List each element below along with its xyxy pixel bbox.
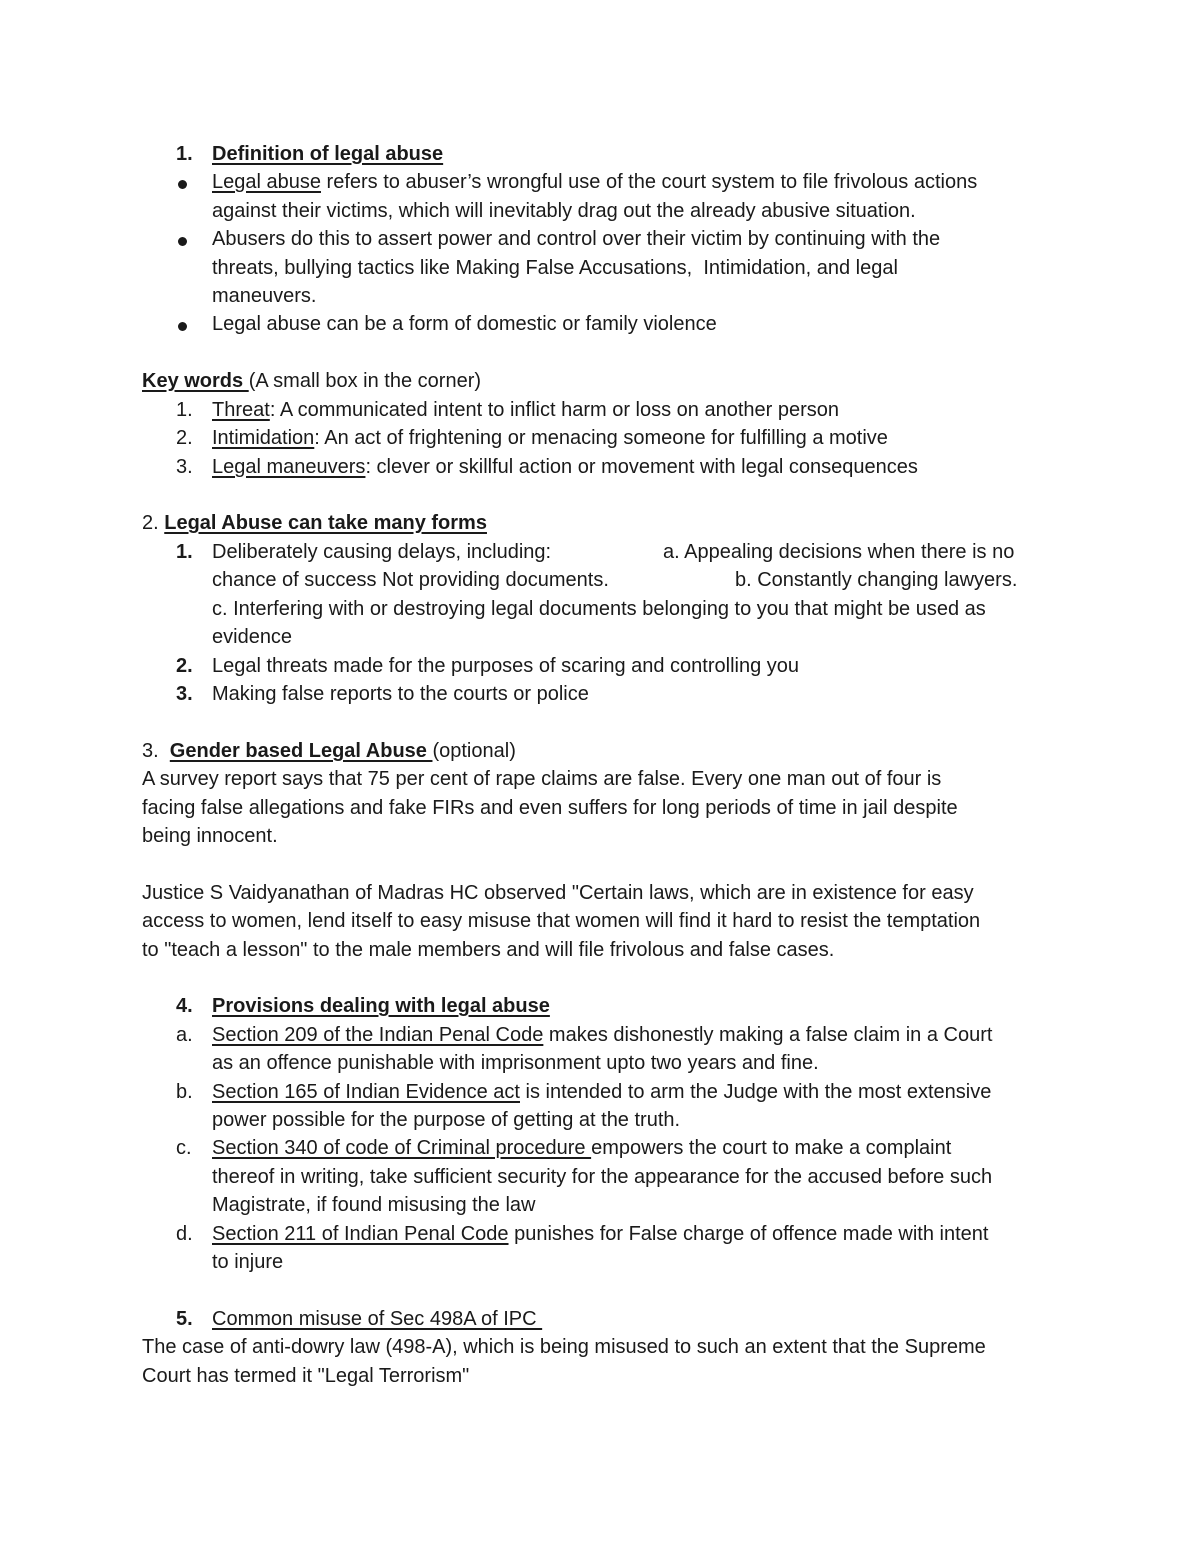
keyword-term: Intimidation (212, 427, 315, 449)
s3-para-2-line-1: Justice S Vaidyanathan of Madras HC observed "Certain laws, which are in existence for easy (142, 882, 974, 904)
s4-item-d-marker: d. (176, 1223, 193, 1245)
section-4-number: 4. (176, 995, 193, 1017)
s1-bullet-2-line-2: threats, bullying tactics like Making False Accusations, Intimidation, and legal (212, 257, 898, 279)
s4-item-c-line-1 (212, 1134, 951, 1162)
bullet-icon (178, 237, 187, 246)
provision-term: Section 209 of the Indian Penal Code (212, 1024, 544, 1046)
s5-para-line-1: The case of anti-dowry law (498-A), which is being misused to such an extent that the Supreme (142, 1336, 986, 1358)
s1-bullet-2-line-1: Abusers do this to assert power and control over their victim by continuing with the (212, 228, 941, 250)
s4-item-a-line-1 (212, 1021, 992, 1049)
s2-item-1-line-2: chance of success Not providing documents. (212, 569, 609, 591)
s3-para-2-line-3: to "teach a lesson" to the male members and will file frivolous and false cases. (142, 939, 835, 961)
s4-item-b-marker: b. (176, 1081, 193, 1103)
keyword-2 (212, 424, 888, 452)
section-3-number: 3. (142, 740, 170, 762)
s1-bullet-1-text: refers to abuser’s wrongful use of the court system to file frivolous actions (320, 171, 978, 193)
s2-item-3-number: 3. (176, 683, 193, 705)
keyword-1-number: 1. (176, 399, 193, 421)
s2-item-1-sub-b: b. Constantly changing lawyers. (735, 569, 1018, 591)
s1-bullet-1-line-2: against their victims, which will inevitably drag out the already abusive situation. (212, 200, 916, 222)
s3-para-1-line-1: A survey report says that 75 per cent of rape claims are false. Every one man out of four is (142, 768, 942, 790)
s2-item-3: Making false reports to the courts or police (212, 683, 589, 705)
s1-bullet-2-line-3: maneuvers. (212, 285, 317, 307)
provision-text: is intended to arm the Judge with the most extensive (520, 1081, 992, 1103)
s4-item-c-marker: c. (176, 1137, 192, 1159)
keyword-definition: : clever or skillful action or movement with legal consequences (365, 456, 918, 478)
s4-item-a-line-2: as an offence punishable with imprisonment upto two years and fine. (212, 1052, 819, 1074)
s4-item-a-marker: a. (176, 1024, 193, 1046)
s3-para-2-line-2: access to women, lend itself to easy misuse that women will find it hard to resist the temptation (142, 910, 981, 932)
section-4-heading: Provisions dealing with legal abuse (212, 995, 550, 1017)
provision-text: empowers the court to make a complaint (591, 1137, 952, 1159)
s2-item-1-number: 1. (176, 541, 193, 563)
s4-item-b-line-1 (212, 1078, 991, 1106)
s2-item-1-line-3: c. Interfering with or destroying legal documents belonging to you that might be used as (212, 598, 986, 620)
s4-item-c-line-3: Magistrate, if found misusing the law (212, 1194, 536, 1216)
keyword-2-number: 2. (176, 427, 193, 449)
section-3-note: (optional) (432, 740, 516, 762)
section-3-heading (142, 737, 516, 765)
s2-item-1-sub-a: a. Appealing decisions when there is no (663, 541, 1015, 563)
term-legal-abuse: Legal abuse (212, 171, 321, 193)
bullet-icon (178, 180, 187, 189)
keyword-definition: : An act of frightening or menacing someone for fulfilling a motive (314, 427, 888, 449)
s3-para-1-line-2: facing false allegations and fake FIRs and even suffers for long periods of time in jail despite (142, 797, 958, 819)
keyword-term: Legal maneuvers (212, 456, 366, 478)
keywords-heading (142, 367, 481, 395)
provision-term: Section 211 of Indian Penal Code (212, 1223, 509, 1245)
s4-item-b-line-2: power possible for the purpose of getting at the truth. (212, 1109, 681, 1131)
section-1-number: 1. (176, 143, 193, 165)
bullet-icon (178, 322, 187, 331)
section-2-heading (142, 509, 487, 537)
provision-text: makes dishonestly making a false claim in a Court (543, 1024, 993, 1046)
section-5-number: 5. (176, 1308, 193, 1330)
s4-item-d-line-2: to injure (212, 1251, 284, 1273)
s5-para-line-2: Court has termed it "Legal Terrorism" (142, 1365, 470, 1387)
provision-text: punishes for False charge of offence made with intent (508, 1223, 989, 1245)
s2-item-2-number: 2. (176, 655, 193, 677)
keyword-3 (212, 453, 918, 481)
s2-item-2: Legal threats made for the purposes of scaring and controlling you (212, 655, 800, 677)
s3-para-1-line-3: being innocent. (142, 825, 278, 847)
keyword-term: Threat (212, 399, 270, 421)
section-2-title: Legal Abuse can take many forms (164, 512, 487, 534)
s1-bullet-3: Legal abuse can be a form of domestic or family violence (212, 313, 717, 335)
s2-item-1-line-4: evidence (212, 626, 293, 648)
keyword-definition: : A communicated intent to inflict harm or loss on another person (269, 399, 840, 421)
s2-item-1-line-1: Deliberately causing delays, including: (212, 541, 552, 563)
keywords-note: (A small box in the corner) (248, 370, 482, 392)
s1-bullet-1-line-1 (212, 168, 977, 196)
section-3-title: Gender based Legal Abuse (169, 740, 433, 762)
provision-term: Section 165 of Indian Evidence act (212, 1081, 520, 1103)
keyword-1 (212, 396, 839, 424)
s4-item-d-line-1 (212, 1220, 988, 1248)
section-2-number: 2. (142, 512, 165, 534)
s4-item-c-line-2: thereof in writing, take sufficient security for the appearance for the accused before such (212, 1166, 993, 1188)
section-1-heading: Definition of legal abuse (212, 143, 444, 165)
keyword-3-number: 3. (176, 456, 193, 478)
provision-term: Section 340 of code of Criminal procedure (212, 1137, 592, 1159)
section-5-heading: Common misuse of Sec 498A of IPC (212, 1308, 543, 1330)
keywords-label: Key words (142, 370, 249, 392)
